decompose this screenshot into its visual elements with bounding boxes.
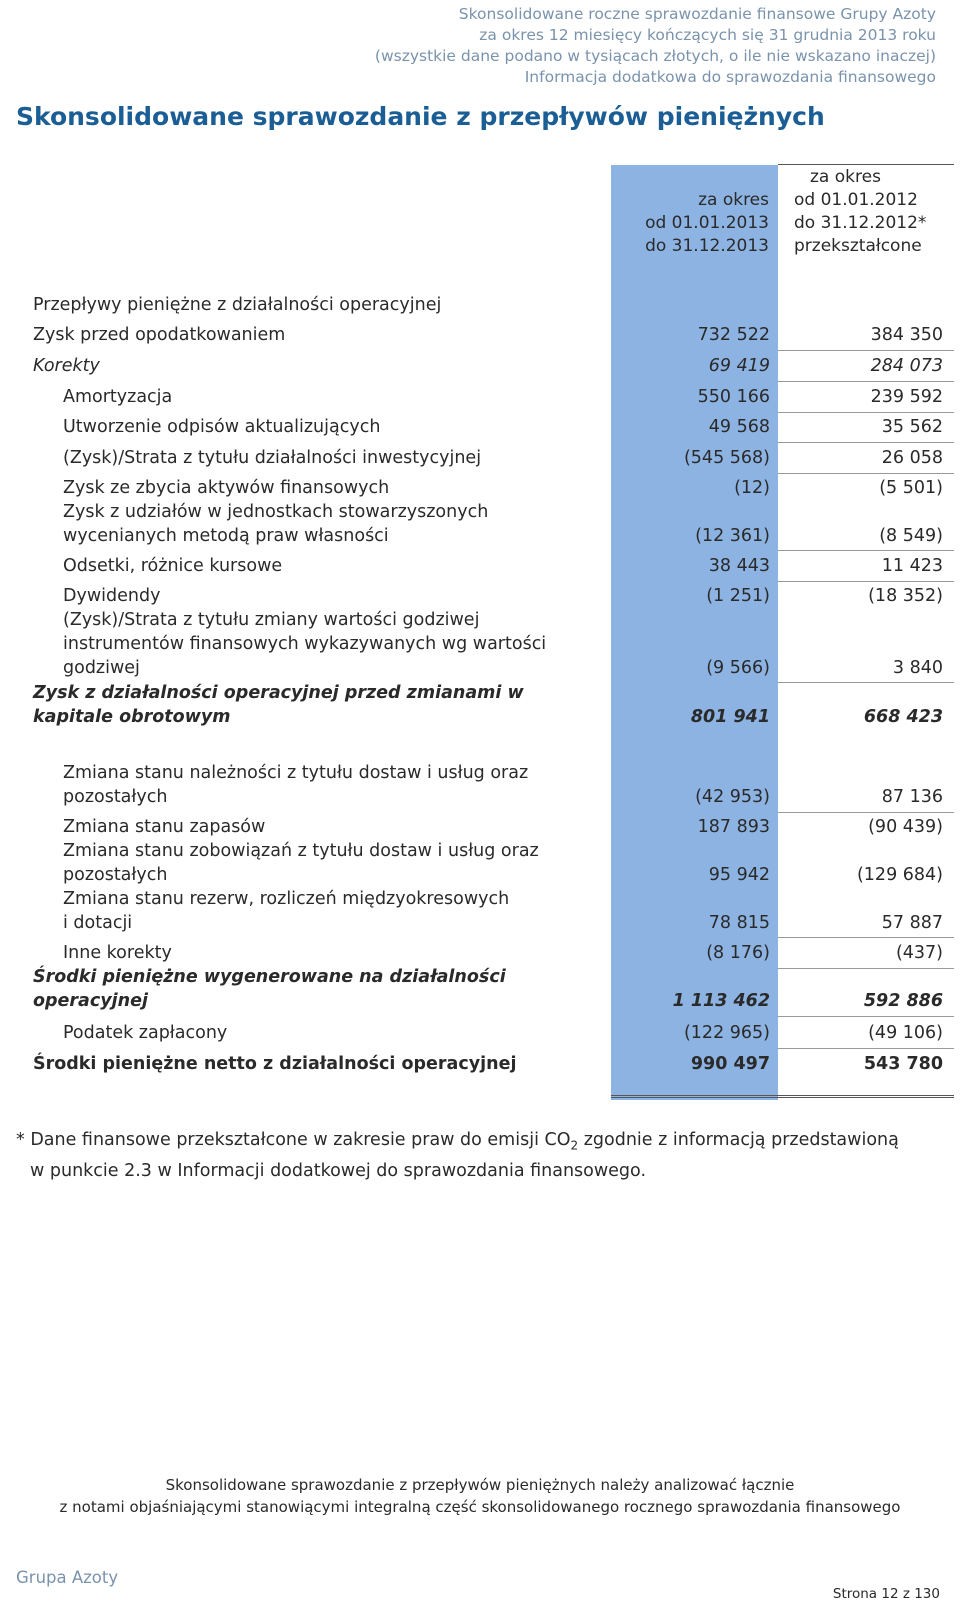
value-2012: 87 136 (881, 787, 943, 807)
column-header-2012-line-1: za okres (810, 167, 881, 187)
value-2013: 732 522 (697, 325, 770, 345)
value-2013: (9 566) (706, 658, 770, 678)
footnote-text-1: * Dane finansowe przekształcone w zakresie praw do emisji CO (16, 1130, 571, 1150)
page-number: Strona 12 z 130 (832, 1586, 940, 1602)
value-2012: 668 423 (863, 707, 943, 727)
value-2012: (8 549) (879, 526, 943, 546)
column-header-2013-line-2: od 01.01.2013 (645, 213, 769, 233)
value-2013: 801 941 (690, 707, 770, 727)
value-2013: 95 942 (708, 865, 770, 885)
row-label: Zysk z działalności operacyjnej przed zmianami w kapitale obrotowym (33, 683, 524, 727)
row-label: Zysk z udziałów w jednostkach stowarzyszonych wycenianych metodą praw własności (63, 502, 489, 546)
value-2012: 26 058 (881, 448, 943, 468)
row-label: Amortyzacja (63, 387, 173, 407)
row-divider (778, 350, 954, 351)
value-2012: 543 780 (863, 1054, 943, 1074)
row-label: (Zysk)/Strata z tytułu działalności inwestycyjnej (63, 448, 482, 468)
value-2013: (12 361) (695, 526, 770, 546)
row-divider (778, 812, 954, 813)
value-2013: (8 176) (706, 943, 770, 963)
value-2012: (5 501) (879, 478, 943, 498)
header-line-1: Skonsolidowane roczne sprawozdanie finansowe Grupy Azoty (458, 5, 936, 23)
row-label: Dywidendy (63, 586, 161, 606)
row-label: Zmiana stanu zapasów (63, 817, 266, 837)
value-2012: 284 073 (870, 356, 943, 376)
header-line-2: za okres 12 miesięcy kończących się 31 grudnia 2013 roku (479, 26, 936, 44)
footnote-line-2: w punkcie 2.3 w Informacji dodatkowej do sprawozdania finansowego. (30, 1160, 647, 1181)
row-divider (778, 442, 954, 443)
row-label: (Zysk)/Strata z tytułu zmiany wartości godziwej instrumentów finansowych wykazywanych wg wartości godziwej (63, 610, 547, 678)
header-line-4: Informacja dodatkowa do sprawozdania finansowego (524, 68, 936, 86)
value-2012: 384 350 (870, 325, 943, 345)
row-divider (778, 1016, 954, 1017)
row-label: Zysk ze zbycia aktywów finansowych (63, 478, 390, 498)
value-2013: 38 443 (708, 556, 770, 576)
total-double-rule (611, 1095, 954, 1098)
row-divider (778, 412, 954, 413)
column-header-2013-line-1: za okres (698, 190, 769, 210)
row-label: Środki pieniężne netto z działalności operacyjnej (33, 1054, 517, 1074)
value-2013: 69 419 (708, 356, 770, 376)
row-divider (778, 550, 954, 551)
value-2013: 550 166 (697, 387, 770, 407)
value-2012: (129 684) (856, 865, 943, 885)
footnote-subscript: 2 (570, 1138, 579, 1153)
row-label: Korekty (33, 356, 100, 376)
row-label: Podatek zapłacony (63, 1023, 228, 1043)
value-2012: (437) (895, 943, 943, 963)
row-label: Odsetki, różnice kursowe (63, 556, 283, 576)
value-2012: 239 592 (870, 387, 943, 407)
value-2013: (1 251) (706, 586, 770, 606)
column-header-2012-line-4: przekształcone (794, 236, 922, 256)
row-divider (778, 937, 954, 938)
row-divider (778, 968, 954, 969)
row-label: Zmiana stanu rezerw, rozliczeń międzyokresowych i dotacji (63, 889, 510, 933)
row-label: Zmiana stanu należności z tytułu dostaw i usług oraz pozostałych (63, 763, 529, 807)
value-2012: 3 840 (892, 658, 943, 678)
column-header-2012-line-2: od 01.01.2012 (794, 190, 918, 210)
value-2012: (90 439) (868, 817, 943, 837)
row-divider (778, 1048, 954, 1049)
value-2013: 990 497 (690, 1054, 770, 1074)
row-label: Środki pieniężne wygenerowane na działalności operacyjnej (33, 967, 506, 1011)
value-2013: (545 568) (683, 448, 770, 468)
value-2013: 78 815 (708, 913, 770, 933)
value-2013: 187 893 (697, 817, 770, 837)
row-label: Zysk przed opodatkowaniem (33, 325, 286, 345)
value-2013: 49 568 (708, 417, 770, 437)
footnote-text-2: zgodnie z informacją przedstawioną (578, 1130, 899, 1150)
value-2012: (18 352) (868, 586, 943, 606)
footer-company: Grupa Azoty (16, 1568, 119, 1587)
column-header-2013 (611, 189, 769, 258)
value-2012: 35 562 (881, 417, 943, 437)
row-label: Inne korekty (63, 943, 172, 963)
analysis-note-line-1: Skonsolidowane sprawozdanie z przepływów pieniężnych należy analizować łącznie (165, 1476, 795, 1494)
row-divider (778, 381, 954, 382)
value-2012: 11 423 (881, 556, 943, 576)
row-label: Przepływy pieniężne z działalności operacyjnej (33, 295, 442, 315)
value-2012: 592 886 (863, 991, 943, 1011)
column-header-2012-line-3: do 31.12.2012* (794, 213, 927, 233)
analysis-note (0, 1474, 960, 1518)
column-header-2013-line-3: do 31.12.2013 (645, 236, 769, 256)
value-2012: (49 106) (868, 1023, 943, 1043)
document-header (375, 4, 936, 88)
value-2013: 1 113 462 (672, 991, 770, 1011)
value-2013: (122 965) (683, 1023, 770, 1043)
row-divider (778, 473, 954, 474)
analysis-note-line-2: z notami objaśniającymi stanowiącymi integralną część skonsolidowanego rocznego sprawozdania finansowego (59, 1498, 901, 1516)
row-label: Zmiana stanu zobowiązań z tytułu dostaw i usług oraz pozostałych (63, 841, 539, 885)
column-header-2012 (778, 166, 954, 258)
value-2013: (12) (734, 478, 770, 498)
footnote (16, 1128, 899, 1184)
row-divider (778, 581, 954, 582)
value-2012: 57 887 (881, 913, 943, 933)
header-line-3: (wszystkie dane podano w tysiącach złotych, o ile nie wskazano inaczej) (374, 47, 936, 65)
page-title: Skonsolidowane sprawozdanie z przepływów pieniężnych (16, 102, 825, 131)
column-header-2012-rule (778, 164, 954, 165)
footnote-line-1 (16, 1128, 899, 1159)
row-label: Utworzenie odpisów aktualizujących (63, 417, 381, 437)
value-2013: (42 953) (695, 787, 770, 807)
row-divider (778, 682, 954, 683)
